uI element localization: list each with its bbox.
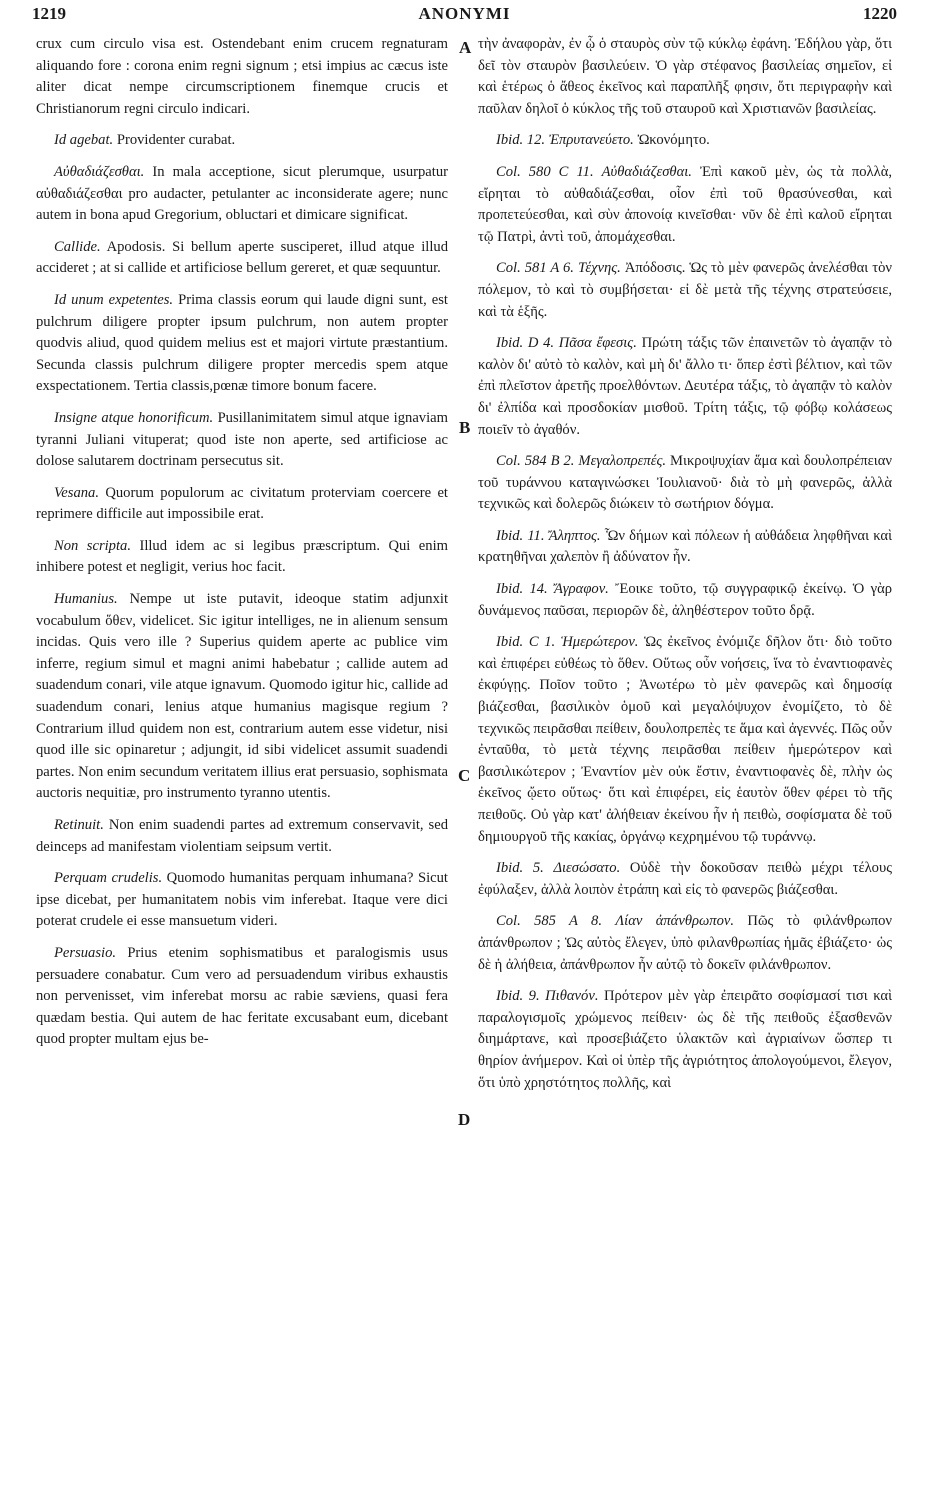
greek-paragraph	[478, 162, 892, 248]
greek-lemma: Col. 584 B 2. Μεγαλοπρεπές.	[496, 453, 667, 470]
greek-lemma: Ibid. D 4. Πᾶσα ἔφεσις.	[496, 335, 637, 352]
greek-lemma: Ibid. 9. Πιθανόν.	[496, 988, 599, 1005]
latin-lemma: Non scripta.	[54, 537, 131, 554]
latin-lemma: Id unum expetentes.	[54, 291, 174, 308]
latin-text: Quomodo humanitas perquam inhumana? Sicut ipse dicebat, per humanitatem nobis vim inferebat. Itaque vere dici poterat crudele ei esse mansuetum videri.	[36, 870, 448, 930]
greek-text: Ὡς ἐκεῖνος ἐνόμιζε δῆλον ὅτι· διὸ τοῦτο καὶ ἐπιφέρει εὐθέως τὸ ὅθεν. Οὕτως οὖν νοήσεις, ἵνα τὸ ἐναντιοφανὲς ἐκφύγῃς. Ποῖον τοῦτο ; Ἀνωτέρω τὸ μὲν φανερῶς καὶ δημοσίᾳ βιάζεσθαι, βασιλικὸν ὁμοῦ καὶ μεγαλόψυχον ἐνομίζετο, τὸ δὲ τεχνικῶς πειρᾶσθαι πείθειν, δουλοπρεπὲς τε ἅμα καὶ ἀγεννές. Πῶς οὖν ἐνταῦθα, τὸ μετὰ τέχνης πειρᾶσθαι πείθειν ἡμερώτερον καὶ βασιλικώτερον ; Ἐναντίον μὲν οὐκ ἔστιν, ἐναντιοφανὲς δὲ, πλὴν ὡς ἐκεῖνος ᾤετο οὕτως· ὅτι καὶ ἐπιφέρει, εἰς ἑαυτὸν ὅθεν φέρει τὸ τῆς πειθοῦς. Οὐ γὰρ κατ' ἀλήθειαν ἐκείνου ἦν ἡ πειθὼ, σοφίσματα δὲ τοῦ δημιουργοῦ τῆς κακίας, ὀργάνῳ κεχρημένου τῷ τυράννῳ.	[478, 634, 892, 845]
greek-text: Οὐδὲ τὴν δοκοῦσαν πειθὼ μέχρι τέλους ἐφύλαξεν, ἀλλὰ λοιπὸν ἐτράπη καὶ εἰς τὸ φανερῶς βιάζεσθαι.	[478, 860, 892, 898]
greek-lemma: Col. 580 C 11. Αὐθαδιάζεσθαι.	[496, 163, 692, 180]
latin-paragraph	[36, 868, 448, 933]
margin-letter-b: B	[459, 418, 471, 437]
greek-paragraph	[478, 130, 892, 152]
greek-lemma: Ibid. C 1. Ἡμερώτερον.	[496, 634, 639, 651]
page-header	[32, 4, 897, 28]
right-page-number: 1220	[863, 4, 897, 23]
greek-text: Ἀπόδοσις. Ὡς τὸ μὲν φανερῶς ἀνελέσθαι τὸν πόλεμον, τὸ καὶ τὸ συμβήσεται· εἰ δὲ μετὰ τῆς τέχνης στρατεύσειε, καὶ τὰ ἑξῆς.	[478, 260, 892, 320]
greek-paragraph	[478, 34, 892, 120]
latin-paragraph	[36, 130, 448, 152]
greek-paragraph	[478, 258, 892, 323]
latin-text: Providenter curabat.	[116, 132, 236, 149]
greek-lemma: Col. 581 A 6. Τέχνης.	[496, 260, 621, 277]
latin-paragraph	[36, 162, 448, 227]
greek-paragraph	[478, 451, 892, 516]
latin-text: Non enim suadendi partes ad extremum conservavit, sed deinceps ad manifestam violentiam seipsum vertit.	[36, 817, 448, 855]
latin-text: Illud idem ac si legibus præscriptum. Qui enim inhibere potest et negligit, verius hoc facit.	[36, 537, 448, 576]
greek-text: Πῶς τὸ φιλάνθρωπον ἀπάνθρωπον ; Ὡς αὐτὸς ἔλεγεν, ὑπὸ φιλανθρωπίας ἡμᾶς ἐβιάζετο· ὡς δὲ ἡ ἀλήθεια, ἀπάνθρωπον ἦν αὐτῷ τὸ δοκεῖν φιλάνθρωπον.	[478, 913, 893, 973]
greek-paragraph	[478, 526, 892, 569]
greek-lemma: Ibid. 11. Ἄληπτος.	[496, 527, 601, 544]
latin-paragraph	[36, 483, 448, 526]
greek-paragraph	[478, 986, 892, 1094]
latin-lemma: Vesana.	[54, 484, 99, 501]
latin-paragraph	[36, 237, 448, 280]
latin-paragraph	[36, 536, 448, 579]
latin-lemma: Αὐθαδιάζεσθαι.	[54, 163, 145, 180]
greek-paragraph	[478, 579, 892, 622]
running-title: ANONYMI	[418, 4, 511, 23]
latin-text: In mala acceptione, sicut plerumque, usurpatur αὐθαδιάζεσθαι pro audacter, petulanter ac inconsiderate agere; nunc autem in bona apud Gregorium, obluctari et dimicare significat.	[36, 163, 448, 224]
latin-lemma: Retinuit.	[54, 817, 104, 833]
greek-text: Ὠκονόμητο.	[637, 132, 710, 149]
greek-lemma: Ibid. 14. Ἄγραφον.	[496, 581, 609, 598]
latin-text: Apodosis. Si bellum aperte susciperet, illud atque illud accideret ; at si callide et artificiose bellum gereret, et quæ sequuntur.	[36, 238, 448, 277]
latin-paragraph	[36, 34, 448, 120]
latin-paragraph	[36, 815, 448, 858]
latin-paragraph	[36, 589, 448, 805]
latin-paragraph	[36, 943, 448, 1051]
left-page-number: 1219	[32, 4, 66, 23]
greek-paragraph	[478, 333, 892, 441]
latin-text: Prius etenim sophismatibus et paralogismis usus persuadere conabatur. Cum vero ad persuadendum viribus exhaustis non pervenisset, vim inferebat morsu ac rabie sæviens, quasi fera quædam bestia. Qui autem de hac feritate excusabant eum, dicebant quod propter multam ejus be-	[36, 944, 448, 1048]
greek-text: Πρώτη τάξις τῶν ἐπαινετῶν τὸ ἀγαπᾷν τὸ καλὸν δι' αὐτὸ τὸ καλὸν, καὶ μὴ δι' ἄλλο τι· ὅπερ ἐστὶ βέλτιον, καὶ τῶν ἐπὶ πλεῖστον ἀρετῆς προελθόντων. Δευτέρα τάξις, τὸ ἀγαπᾷν τὸ καλὸν δι' ἐλπίδα καὶ προσδοκίαν μισθοῦ. Τρίτη τάξις, τῷ φόβῳ κολάσεως ποιεῖν τὸ ἀγαθόν.	[478, 335, 892, 438]
latin-text: Quorum populorum ac civitatum proterviam coercere et reprimere difficile aut impossibile erat.	[36, 484, 448, 523]
margin-letter-d: D	[458, 1110, 471, 1129]
greek-text: τὴν ἀναφορὰν, ἐν ᾧ ὁ σταυρὸς σὺν τῷ κύκλῳ ἐφάνη. Ἐδήλου γὰρ, ὅτι δεῖ τὸν σταυρὸν βασιλεύειν. Ὁ γὰρ στέφανος βασιλείας σημεῖον, εἰ καὶ ἑτέρως ὁ ἄθεος ἐκεῖνος καὶ παραπλῆξ φησιν, ὅτι περιγραφὴν καὶ παῦλαν δηλοῖ ὁ κύκλος τῆς τοῦ σταυροῦ καὶ Χριστιανῶν βασιλείας.	[478, 36, 892, 117]
greek-text: Ἐπὶ κακοῦ μὲν, ὡς τὰ πολλὰ, εἴρηται τὸ αὐθαδιάζεσθαι, οἷον ἐπὶ τοῦ θρασύνεσθαι, καὶ προπετεύεσθαι, καὶ σὺν ἀπονοίᾳ κινεῖσθαι· νῦν δὲ ἐπὶ καλοῦ εἴρηται τῷ Πατρὶ, ἀντὶ τοῦ, ἀπομάχεσθαι.	[478, 163, 892, 245]
latin-lemma: Humanius.	[54, 591, 118, 608]
margin-letter-c: C	[458, 766, 471, 785]
latin-lemma: Id agebat.	[54, 132, 114, 149]
latin-paragraph	[36, 290, 448, 398]
latin-text: Prima classis eorum qui laude digni sunt, est pulchrum diligere propter ipsum pulchrum, non autem propter quodvis aliud, quod quidem melius est et majori virtute præstantium. Secunda classis pulchrum diligere propter mercedis spem atque exspectationem. Tertia classis,pœnæ timore bonum facere.	[36, 291, 448, 395]
greek-paragraph	[478, 858, 892, 901]
latin-lemma: Insigne atque honorificum.	[54, 409, 214, 426]
latin-text: Nempe ut iste putavit, ideoque statim adjunxit vocabulum ὅθεν, videlicet. Sic igitur intelliges, ne in alienum sensum incidas. Quis vero ille ? Superius quidem aperte ac publice vim inferre, regium simul et magni animi habebatur ; callide autem ad suadendum conari, vile atque ignavum. Quomodo igitur hic, callide ad suadendum conari, lenius atque humanius magisque regium ? Contrarium illud quidem non est, contrarium autem esse videtur, nisi quod ille sic opinaretur ; adjungit, id sibi videlicet assumit suadendi partes. Non enim secundum veritatem illius erat persuasio, sophismata auctoris nequitiæ, pro instrumento tyranno utentis.	[36, 591, 449, 802]
margin-letter-a: A	[459, 38, 472, 57]
greek-column	[478, 34, 892, 1104]
greek-lemma: Col. 585 A 8. Λίαν ἀπάνθρωπον.	[496, 913, 735, 930]
greek-text: Πρότερον μὲν γὰρ ἐπειρᾶτο σοφίσμασί τισι καὶ παραλογισμοῖς χρώμενος πείθειν· ὡς δὲ τῆς πειθοῦς ἐξασθενῶν διημάρτανε, καὶ προσεβιάζετο ὑλακτῶν καὶ ἀγριαίνων ὥσπερ τι θηρίον ἀνήμερον. Καὶ οἱ ὑπὲρ τῆς ἀγριότητος ἀπολογούμενοι, ἔλεγον, ὅτι ὑπὸ χρηστότητος πολλῆς, καὶ	[478, 988, 892, 1091]
latin-lemma: Perquam crudelis.	[54, 870, 163, 887]
greek-text: Ὧν δήμων καὶ πόλεων ἡ αὐθάδεια ληφθῆναι καὶ κρατηθῆναι χαλεπὸν ἢ ἀδύνατον ἦν.	[478, 527, 892, 566]
latin-text: Pusillanimitatem simul atque ignaviam tyranni Juliani vituperat; quod iste non aperte, sed artificiose ac dolose salutarem doctrinam persecutus sit.	[36, 409, 448, 470]
latin-column	[36, 34, 448, 1061]
latin-text: crux cum circulo visa est. Ostendebant enim crucem regnaturam aliquando fore : corona enim regni signum ; etsi impius ac cæcus iste aliter dicat nempe circumscriptionem finemque crucis et Christianorum regni circulo indicari.	[36, 36, 448, 117]
greek-lemma: Ibid. 5. Διεσώσατο.	[496, 860, 621, 877]
greek-text: Ἔοικε τοῦτο, τῷ συγγραφικῷ ἐκείνῳ. Ὁ γὰρ δυνάμενος παῦσαι, περιορῶν δὲ, ἀληθέστερον τοῦτο δρᾷ.	[478, 581, 892, 619]
latin-paragraph	[36, 408, 448, 473]
latin-lemma: Callide.	[54, 238, 101, 255]
greek-text: Μικροψυχίαν ἅμα καὶ δουλοπρέπειαν τοῦ τυράννου καταγινώσκει Ἰουλιανοῦ· διὰ τὸ μὴ φανερῶς, ἀλλὰ τεχνικῶς καὶ δολερῶς διώκειν τὸ σωτήριον δόγμα.	[478, 453, 892, 513]
latin-lemma: Persuasio.	[54, 944, 117, 961]
greek-paragraph	[478, 632, 892, 848]
greek-lemma: Ibid. 12. Ἐπρυτανεύετο.	[496, 132, 634, 149]
greek-paragraph	[478, 911, 892, 976]
